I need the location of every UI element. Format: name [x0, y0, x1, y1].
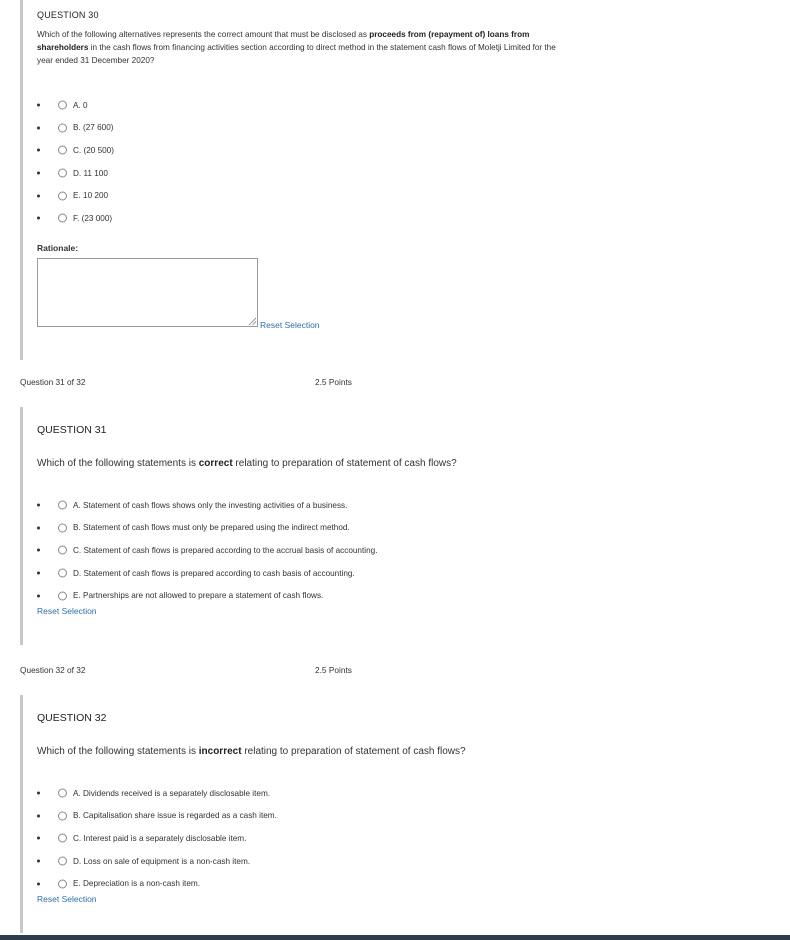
- bullet-icon: [37, 194, 40, 197]
- radio-button[interactable]: [58, 879, 67, 888]
- radio-button[interactable]: [58, 789, 67, 798]
- option-label[interactable]: E. Depreciation is a non-cash item.: [73, 879, 200, 889]
- question-heading: QUESTION 32: [37, 712, 107, 724]
- radio-button[interactable]: [58, 214, 67, 223]
- resize-grip-icon[interactable]: [248, 317, 256, 325]
- question-heading: QUESTION 30: [37, 10, 99, 20]
- bullet-icon: [37, 217, 40, 220]
- option-label[interactable]: D. Loss on sale of equipment is a non-cash item.: [73, 856, 251, 866]
- option-label[interactable]: F. (23 000): [73, 213, 113, 223]
- option-label[interactable]: B. (27 600): [73, 123, 114, 133]
- question-text-bold: incorrect: [198, 746, 242, 757]
- rationale-textarea[interactable]: [37, 258, 258, 327]
- reset-selection-link[interactable]: Reset Selection: [37, 606, 97, 616]
- radio-button[interactable]: [58, 169, 67, 178]
- question-text: [37, 28, 567, 67]
- option-label[interactable]: C. Interest paid is a separately disclosable item.: [73, 833, 247, 843]
- bullet-icon: [37, 882, 40, 885]
- option-label[interactable]: E. 10 200: [73, 191, 109, 201]
- option-label[interactable]: D. Statement of cash flows is prepared according to cash basis of accounting.: [73, 568, 355, 578]
- question-text-part: relating to preparation of statement of cash flows?: [232, 458, 457, 469]
- option-label[interactable]: A. Statement of cash flows shows only the investing activities of a business.: [73, 500, 348, 510]
- radio-button[interactable]: [58, 857, 67, 866]
- radio-button[interactable]: [58, 523, 67, 532]
- bullet-icon: [37, 594, 40, 597]
- bullet-icon: [37, 149, 40, 152]
- question-text-part: Which of the following statements is: [37, 458, 199, 469]
- bullet-icon: [37, 104, 40, 107]
- radio-button[interactable]: [58, 146, 67, 155]
- option-label[interactable]: A. Dividends received is a separately disclosable item.: [73, 788, 271, 798]
- radio-button[interactable]: [58, 101, 67, 110]
- question-text: [37, 458, 457, 469]
- bullet-icon: [37, 572, 40, 575]
- radio-button[interactable]: [58, 191, 67, 200]
- radio-button[interactable]: [58, 569, 67, 578]
- question-text-bold: proceeds from (repayment of) loans from shareholders: [37, 30, 530, 52]
- question-text-part: Which of the following alternatives represents the correct amount that must be disclosed as: [37, 30, 370, 39]
- option-label[interactable]: C. (20 500): [73, 145, 114, 155]
- question-points: 2.5 Points: [315, 377, 352, 387]
- radio-button[interactable]: [58, 546, 67, 555]
- question-counter: Question 31 of 32: [20, 377, 86, 387]
- bottom-bar: [0, 935, 790, 940]
- question-text-bold: correct: [198, 458, 233, 469]
- reset-selection-link[interactable]: Reset Selection: [37, 894, 97, 904]
- bullet-icon: [37, 814, 40, 817]
- option-label[interactable]: B. Statement of cash flows must only be prepared using the indirect method.: [73, 523, 350, 533]
- option-label[interactable]: C. Statement of cash flows is prepared according to the accrual basis of accounting.: [73, 545, 378, 555]
- bullet-icon: [37, 549, 40, 552]
- option-label[interactable]: E. Partnerships are not allowed to prepare a statement of cash flows.: [73, 591, 324, 601]
- radio-button[interactable]: [58, 123, 67, 132]
- option-label[interactable]: D. 11 100: [73, 168, 108, 178]
- question-32-block: [20, 695, 580, 933]
- bullet-icon: [37, 837, 40, 840]
- question-text-part: in the cash flows from financing activities section according to direct method in the statement cash flows of Moletji Limited for the year ended 31 December 2020?: [37, 43, 556, 65]
- bullet-icon: [37, 792, 40, 795]
- radio-button[interactable]: [58, 811, 67, 820]
- radio-button[interactable]: [58, 501, 67, 510]
- option-label[interactable]: A. 0: [73, 100, 88, 110]
- bullet-icon: [37, 860, 40, 863]
- question-text-part: Which of the following statements is: [37, 746, 199, 757]
- rationale-label: Rationale:: [37, 243, 79, 253]
- question-heading: QUESTION 31: [37, 424, 107, 436]
- question-points: 2.5 Points: [315, 665, 352, 675]
- bullet-icon: [37, 126, 40, 129]
- reset-selection-link[interactable]: Reset Selection: [260, 320, 320, 330]
- bullet-icon: [37, 526, 40, 529]
- bullet-icon: [37, 172, 40, 175]
- question-text-part: relating to preparation of statement of cash flows?: [241, 746, 466, 757]
- question-text: [37, 746, 466, 757]
- question-counter: Question 32 of 32: [20, 665, 86, 675]
- option-label[interactable]: B. Capitalisation share issue is regarded as a cash item.: [73, 811, 277, 821]
- question-31-block: [20, 407, 580, 645]
- radio-button[interactable]: [58, 591, 67, 600]
- radio-button[interactable]: [58, 834, 67, 843]
- bullet-icon: [37, 504, 40, 507]
- question-30-block: [20, 0, 580, 360]
